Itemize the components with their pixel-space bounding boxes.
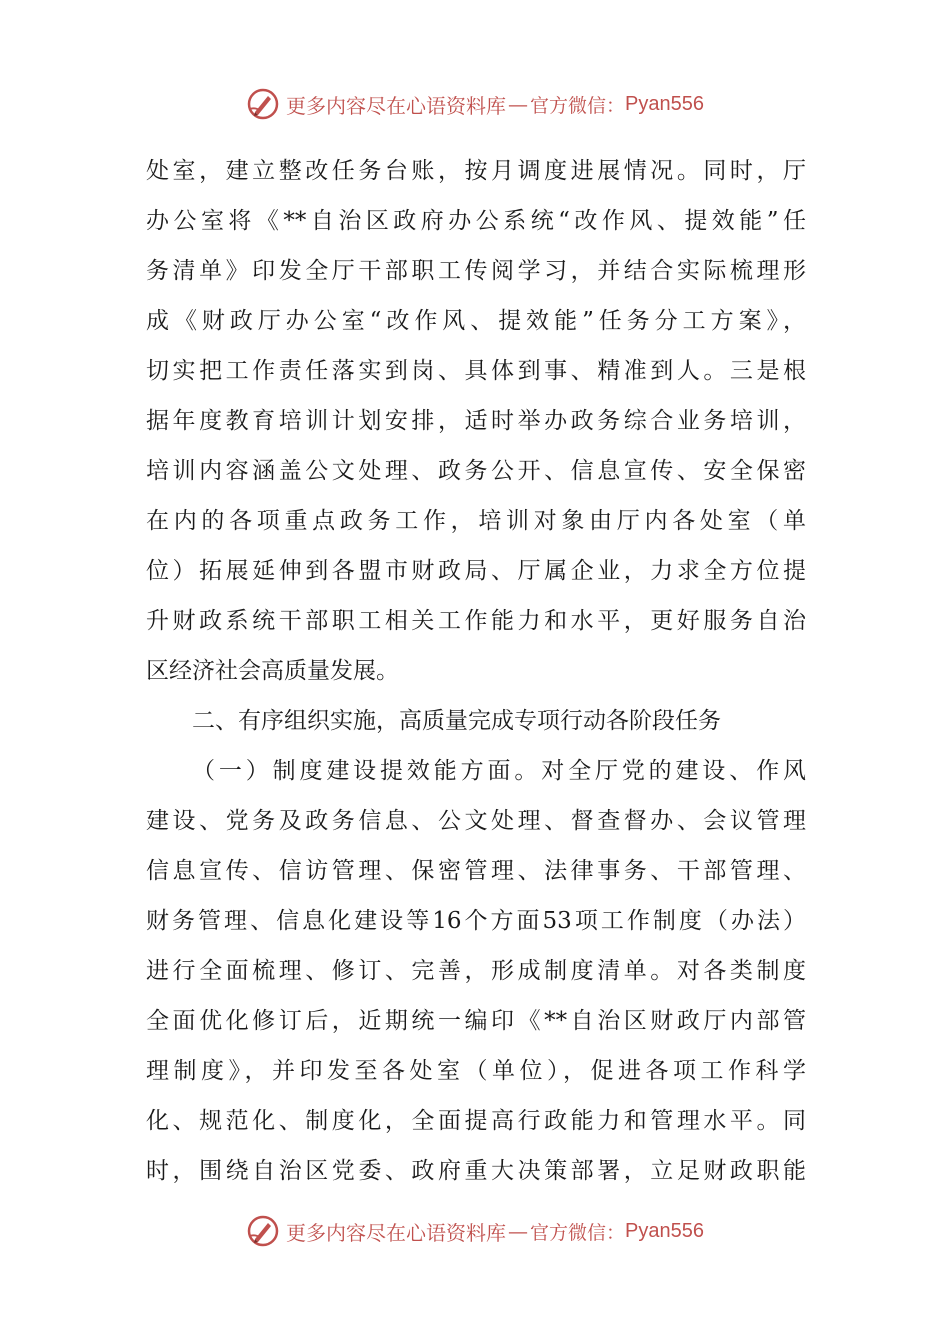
body-line: 培训内容涵盖公文处理、政务公开、信息宣传、安全保密 <box>146 458 806 484</box>
body-line: 理制度》，并印发至各处室（单位），促进各项工作科学 <box>146 1058 806 1084</box>
body-line: 成《财政厅办公室“改作风、提效能”任务分工方案》， <box>146 308 806 334</box>
header-banner <box>0 84 950 124</box>
pen-logo-icon <box>246 87 280 121</box>
body-line: 财务管理、信息化建设等16个方面53项工作制度（办法） <box>146 908 806 934</box>
body-line: 据年度教育培训计划安排，适时举办政务综合业务培训， <box>146 408 806 434</box>
banner-wechat-handle: Pyan556 <box>625 1219 704 1242</box>
banner-dash: — <box>508 92 528 116</box>
banner-wechat-handle: Pyan556 <box>625 92 704 115</box>
body-line: 区经济社会高质量发展。 <box>146 658 399 684</box>
body-line: 建设、党务及政务信息、公文处理、督查督办、会议管理 <box>146 808 806 834</box>
body-line: 务清单》印发全厅干部职工传阅学习，并结合实际梳理形 <box>146 258 806 284</box>
pen-logo-icon <box>246 1214 280 1248</box>
body-line: 处室，建立整改任务台账，按月调度进展情况。同时，厅 <box>146 158 806 184</box>
body-line: 办公室将《**自治区政府办公系统“改作风、提效能”任 <box>146 208 806 234</box>
banner-main-text: 更多内容尽在心语资料库 <box>286 1220 506 1245</box>
body-line: 进行全面梳理、修订、完善，形成制度清单。对各类制度 <box>146 958 806 984</box>
body-line: 位）拓展延伸到各盟市财政局、厅属企业，力求全方位提 <box>146 558 806 584</box>
body-line: 信息宣传、信访管理、保密管理、法律事务、干部管理、 <box>146 858 806 884</box>
footer-banner <box>0 1211 950 1251</box>
body-line: 切实把工作责任落实到岗、具体到事、精准到人。三是根 <box>146 358 806 384</box>
banner-main-text: 更多内容尽在心语资料库 <box>286 93 506 118</box>
subsection-heading-line: （一）制度建设提效能方面。对全厅党的建设、作风 <box>192 758 806 784</box>
banner-wechat-label: 官方微信： <box>530 1221 626 1244</box>
banner-dash: — <box>508 1219 528 1243</box>
banner-wechat-label: 官方微信： <box>530 94 626 117</box>
body-line: 升财政系统干部职工相关工作能力和水平，更好服务自治 <box>146 608 806 634</box>
body-line: 化、规范化、制度化，全面提高行政能力和管理水平。同 <box>146 1108 806 1134</box>
document-body <box>146 146 806 1196</box>
body-line: 时，围绕自治区党委、政府重大决策部署，立足财政职能 <box>146 1158 806 1184</box>
body-line: 全面优化修订后，近期统一编印《**自治区财政厅内部管 <box>146 1008 806 1034</box>
body-line: 在内的各项重点政务工作，培训对象由厅内各处室（单 <box>146 508 806 534</box>
section-heading: 二、有序组织实施，高质量完成专项行动各阶段任务 <box>192 708 721 734</box>
